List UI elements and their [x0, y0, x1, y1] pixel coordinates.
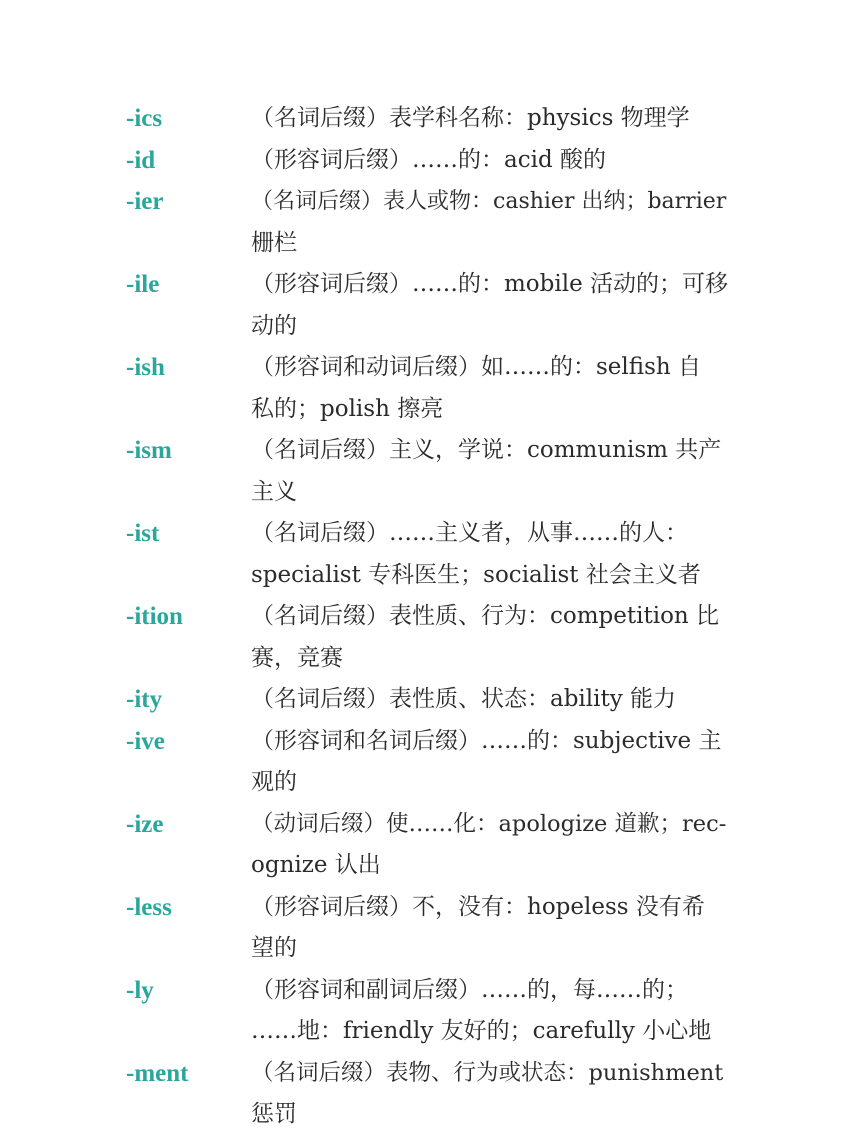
definition-line: （形容词和名词后缀）……的：subjective 主	[251, 727, 722, 754]
suffix-term: -ile	[126, 271, 160, 298]
suffix-definition	[251, 887, 729, 970]
suffix-definition	[251, 513, 729, 596]
definition-line: （动词后缀）使……化：apologize 道歉；rec-	[251, 810, 727, 837]
suffix-entry	[0, 264, 851, 347]
definition-line: ……地：friendly 友好的；carefully 小心地	[251, 1018, 712, 1044]
definition-line: 栅栏	[251, 229, 297, 256]
suffix-list	[0, 98, 851, 1136]
definition-line: （名词后缀）……主义者，从事……的人：	[251, 520, 688, 546]
suffix-definition	[251, 596, 729, 679]
suffix-term: -less	[126, 893, 172, 921]
suffix-term: -ment	[126, 1059, 189, 1087]
suffix-entry	[0, 430, 851, 513]
suffix-entry	[0, 804, 851, 887]
suffix-term: -ist	[126, 520, 160, 547]
suffix-definition	[251, 970, 729, 1053]
suffix-term: -ity	[126, 686, 163, 713]
suffix-definition	[251, 98, 729, 140]
suffix-term: -ism	[126, 437, 172, 464]
definition-line: （名词后缀）主义，学说：communism 共产	[251, 437, 722, 463]
suffix-definition	[251, 264, 729, 347]
suffix-definition	[251, 1053, 729, 1136]
suffix-entry	[0, 1053, 851, 1136]
suffix-definition	[251, 347, 729, 430]
definition-line: （形容词后缀）……的：mobile 活动的；可移	[251, 271, 729, 297]
suffix-definition	[251, 140, 729, 182]
definition-line: specialist 专科医生；socialist 社会主义者	[251, 561, 701, 588]
definition-line: （名词后缀）表物、行为或状态：punishment	[251, 1059, 724, 1086]
definition-line: （名词后缀）表性质、行为：competition 比	[251, 603, 720, 629]
suffix-entry	[0, 721, 851, 804]
definition-line: （形容词后缀）不，没有：hopeless 没有希	[251, 893, 705, 920]
definition-line: 观的	[251, 769, 297, 795]
definition-line: （形容词和动词后缀）如……的：selfish 自	[251, 354, 702, 380]
suffix-entry	[0, 347, 851, 430]
suffix-entry	[0, 596, 851, 679]
suffix-term: -ition	[126, 603, 183, 630]
suffix-definition	[251, 430, 729, 513]
suffix-entry	[0, 887, 851, 970]
suffix-definition	[251, 679, 729, 721]
suffix-entry	[0, 513, 851, 596]
suffix-term: -ics	[126, 105, 163, 132]
definition-line: （形容词和副词后缀）……的，每……的；	[251, 976, 688, 1003]
definition-line: （名词后缀）表性质、状态：ability 能力	[251, 686, 677, 712]
suffix-entry	[0, 970, 851, 1053]
suffix-term: -ize	[126, 810, 164, 838]
definition-line: 赛，竞赛	[251, 644, 343, 671]
definition-line: 私的；polish 擦亮	[251, 395, 444, 422]
suffix-definition	[251, 804, 729, 887]
definition-line: （名词后缀）表人或物：cashier 出纳；barrier	[251, 189, 727, 214]
definition-line: （形容词后缀）……的：acid 酸的	[251, 146, 606, 173]
definition-line: ognize 认出	[251, 852, 381, 878]
definition-line: 望的	[251, 935, 297, 961]
suffix-term: -ish	[126, 354, 165, 381]
suffix-term: -ier	[126, 188, 164, 215]
definition-line: 惩罚	[251, 1101, 297, 1127]
suffix-entry	[0, 181, 851, 264]
definition-line: （名词后缀）表学科名称：physics 物理学	[251, 105, 690, 131]
definition-line: 主义	[251, 478, 297, 505]
suffix-definition	[251, 181, 729, 264]
suffix-term: -ive	[126, 727, 165, 755]
definition-line: 动的	[251, 312, 297, 339]
suffix-term: -ly	[126, 976, 154, 1004]
suffix-entry	[0, 98, 851, 140]
suffix-entry	[0, 679, 851, 721]
suffix-term: -id	[126, 146, 156, 174]
suffix-entry	[0, 140, 851, 182]
suffix-definition	[251, 721, 729, 804]
